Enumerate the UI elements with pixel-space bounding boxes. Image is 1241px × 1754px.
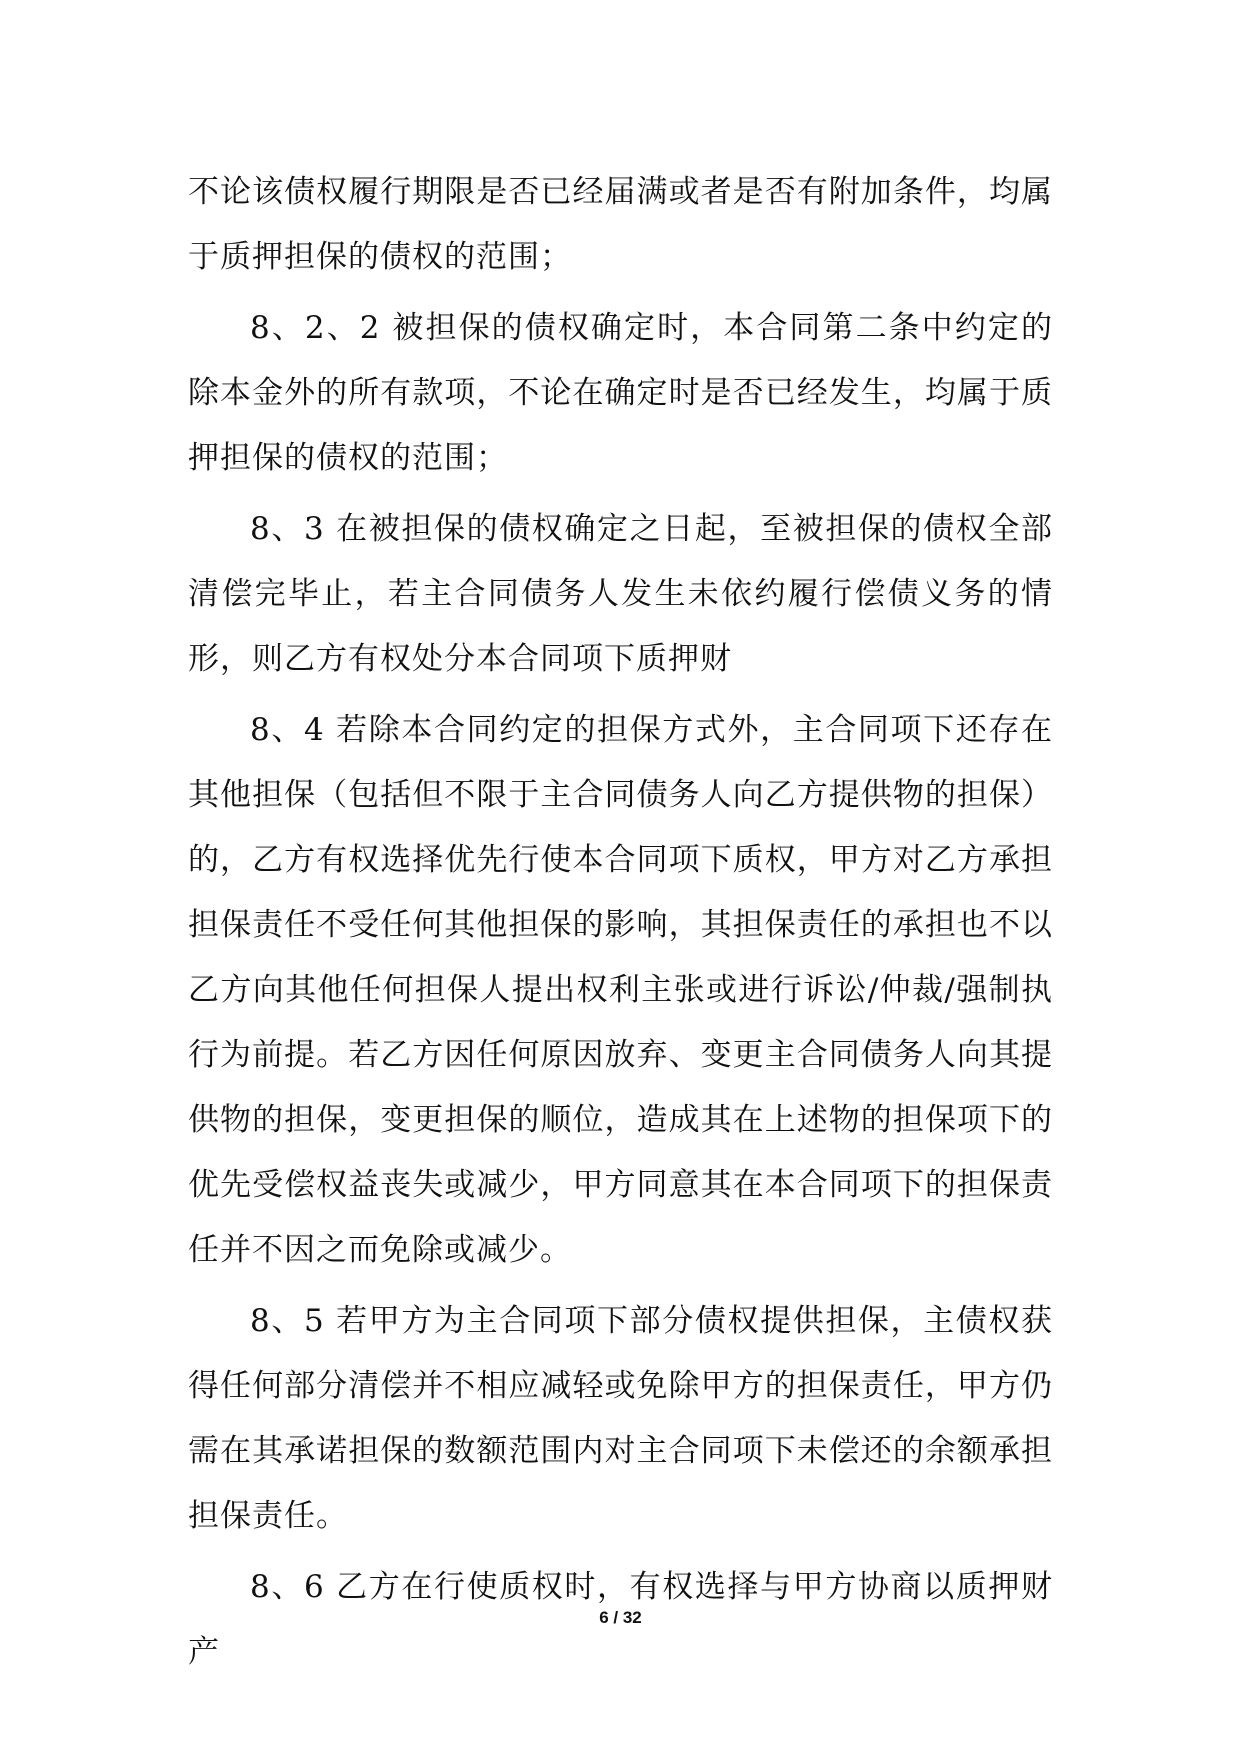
paragraph-clause-8-6: 8、6 乙方在行使质权时，有权选择与甲方协商以质押财产 [188,1569,1053,1670]
paragraph-clause-8-3: 8、3 在被担保的债权确定之日起，至被担保的债权全部清偿完毕止，若主合同债务人发生未依约履行偿债义务的情形，则乙方有权处分本合同项下质押财 [188,511,1053,677]
paragraph-continuation: 不论该债权履行期限是否已经届满或者是否有附加条件，均属于质押担保的债权的范围； [188,174,1053,275]
document-body [188,160,1053,1691]
paragraph-clause-8-2-2: 8、2、2 被担保的债权确定时，本合同第二条中约定的除本金外的所有款项，不论在确定时是否已经发生，均属于质押担保的债权的范围； [188,310,1053,476]
paragraph-clause-8-4: 8、4 若除本合同约定的担保方式外，主合同项下还存在其他担保（包括但不限于主合同债务人向乙方提供物的担保）的，乙方有权选择优先行使本合同项下质权，甲方对乙方承担担保责任不受任何其他担保的影响，其担保责任的承担也不以乙方向其他任何担保人提出权利主张或进行诉讼/仲裁/强制执行为前提。若乙方因任何原因放弃、变更主合同债务人向其提供物的担保，变更担保的顺位，造成其在上述物的担保项下的优先受偿权益丧失或减少，甲方同意其在本合同项下的担保责任并不因之而免除或减少。 [188,712,1053,1268]
paragraph-clause-8-5: 8、5 若甲方为主合同项下部分债权提供担保，主债权获得任何部分清偿并不相应减轻或免除甲方的担保责任，甲方仍需在其承诺担保的数额范围内对主合同项下未偿还的余额承担担保责任。 [188,1303,1053,1534]
page-number: 6 / 32 [599,1608,642,1627]
